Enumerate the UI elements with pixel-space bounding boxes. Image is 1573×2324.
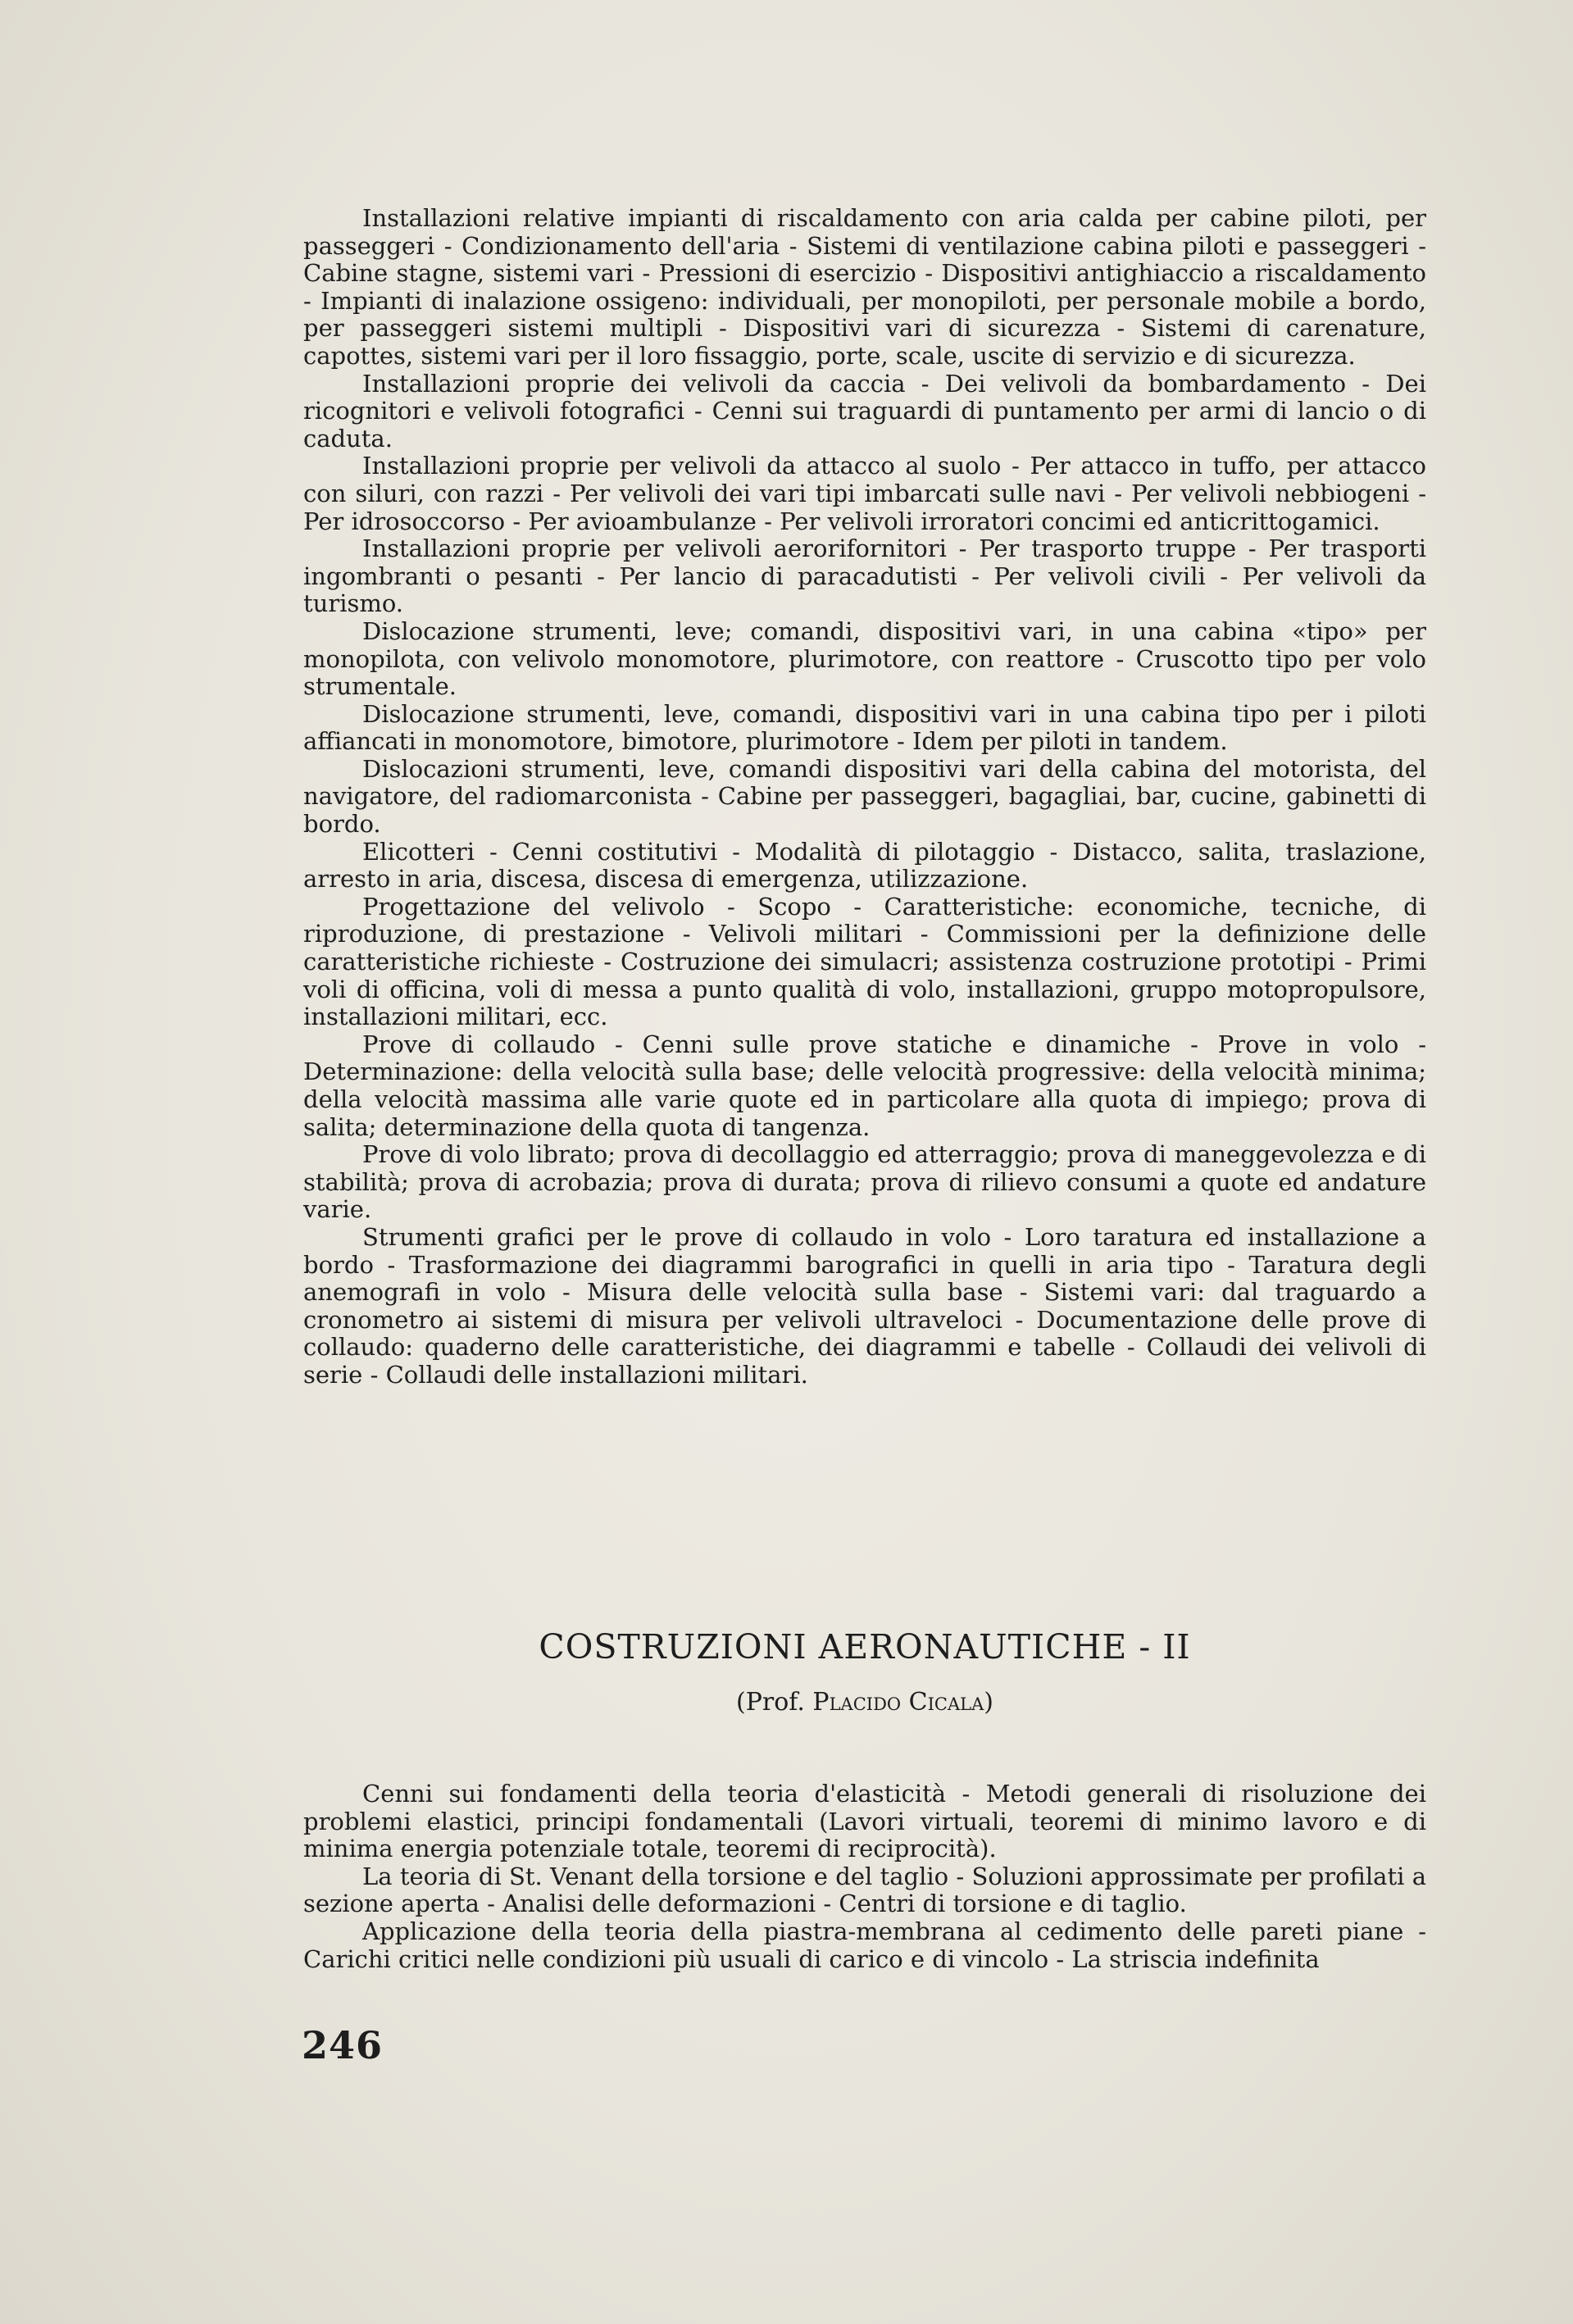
professor-name: Placido Cicala [812,1688,984,1717]
paragraph-prove-volo-librato: Prove di volo librato; prova di decollaggio ed atterraggio; prova di maneggevolezza e di stabilità; prova di acrobazia; prova di durata; prova di rilievo consumi a quote ed andature varie. [303,1140,1426,1224]
course-heading [303,1627,1426,1717]
paragraph-prove-collaudo: Prove di collaudo - Cenni sulle prove statiche e dinamiche - Prove in volo - Determinazione: della velocità sulla base; delle velocità progressive: della velocità minima; della velocità massima alle varie quote ed in particolare alla quota di impiego; prova di salita; determinazione della quota di tangenza. [303,1030,1426,1141]
paragraph-strumenti-grafici: Strumenti grafici per le prove di collaudo in volo - Loro taratura ed installazione a bordo - Trasformazione dei diagrammi barografici in quelli in aria tipo - Taratura degli anemografi in volo - Misura delle velocità sulla base - Sistemi vari: dal traguardo a cronometro ai sistemi di misura per velivoli ultraveloci - Documentazione delle prove di collaudo: quaderno delle caratteristiche, dei diagrammi e tabelle - Collaudi dei velivoli di serie - Collaudi delle installazioni militari. [303,1222,1426,1389]
paragraph-cabina-affiancati: Dislocazione strumenti, leve, comandi, dispositivi vari in una cabina tipo per i piloti affiancati in monomotore, bimotore, plurimotore - Idem per piloti in tandem. [303,699,1426,756]
paragraph-progettazione: Progettazione del velivolo - Scopo - Caratteristiche: economiche, tecniche, di riproduzione, di prestazione - Velivoli militari - Commissioni per la definizione delle caratteristiche richieste - Costruzione dei simulacri; assistenza costruzione prototipi - Primi voli di officina, voli di messa a punto qualità di volo, installazioni, gruppo motopropulsore, installazioni militari, ecc. [303,892,1426,1031]
paragraph-attacco-suolo: Installazioni proprie per velivoli da attacco al suolo - Per attacco in tuffo, per attacco con siluri, con razzi - Per velivoli dei vari tipi imbarcati sulle navi - Per velivoli nebbiogeni - Per idrosoccorso - Per avioambulanze - Per velivoli irroratori concimi ed anticrittogamici. [303,452,1426,535]
professor-suffix: ) [984,1688,993,1717]
course-professor [303,1688,1426,1717]
paragraph-elasticita: Cenni sui fondamenti della teoria d'elasticità - Metodi generali di risoluzione dei problemi elastici, principi fondamentali (Lavori virtuali, teoremi di minimo lavoro e di minima energia potenziale totale, teoremi di reciprocità). [303,1780,1426,1863]
section-costruzioni [303,1781,1426,1973]
professor-prefix: (Prof. [736,1688,813,1717]
paragraph-cabina-motorista: Dislocazioni strumenti, leve, comandi dispositivi vari della cabina del motorista, del navigatore, del radiomarconista - Cabine per passeggeri, bagagliai, bar, cucine, gabinetti di bordo. [303,754,1426,839]
course-title: COSTRUZIONI AERONAUTICHE - II [539,1627,1191,1667]
page-number: 246 [302,2023,384,2067]
paragraph-piastra-membrana: Applicazione della teoria della piastra-membrana al cedimento delle pareti piane - Carichi critici nelle condizioni più usuali di carico e di vincolo - La striscia indefinita [303,1917,1426,1973]
paragraph-elicotteri: Elicotteri - Cenni costitutivi - Modalità di pilotaggio - Distacco, salita, traslazione, arresto in aria, discesa, discesa di emergenza, utilizzazione. [303,837,1426,894]
paragraph-cabina-monopilota: Dislocazione strumenti, leve; comandi, dispositivi vari, in una cabina «tipo» per monopilota, con velivolo monomotore, plurimotore, con reattore - Cruscotto tipo per volo strumentale. [303,616,1426,701]
paragraph-st-venant: La teoria di St. Venant della torsione e del taglio - Soluzioni approssimate per profilati a sezione aperta - Analisi delle deformazioni - Centri di torsione e di taglio. [303,1862,1426,1918]
section-installazioni [303,205,1426,1389]
paragraph-aerorifornitori: Installazioni proprie per velivoli aerorifornitori - Per trasporto truppe - Per trasporti ingombranti o pesanti - Per lancio di paracadutisti - Per velivoli civili - Per velivoli da turismo. [303,534,1426,618]
paragraph-riscaldamento: Installazioni relative impianti di riscaldamento con aria calda per cabine piloti, per passeggeri - Condizionamento dell'aria - Sistemi di ventilazione cabina piloti e passeggeri - Cabine stagne, sistemi vari - Pressioni di esercizio - Dispositivi antighiaccio a riscaldamento - Impianti di inalazione ossigeno: individuali, per monopiloti, per personale mobile a bordo, per passeggeri sistemi multipli - Dispositivi vari di sicurezza - Sistemi di carenature, capottes, sistemi vari per il loro fissaggio, porte, scale, uscite di servizio e di sicurezza. [303,204,1426,370]
paragraph-caccia: Installazioni proprie dei velivoli da caccia - Dei velivoli da bombardamento - Dei ricognitori e velivoli fotografici - Cenni sui traguardi di puntamento per armi di lancio o di caduta. [303,369,1426,453]
